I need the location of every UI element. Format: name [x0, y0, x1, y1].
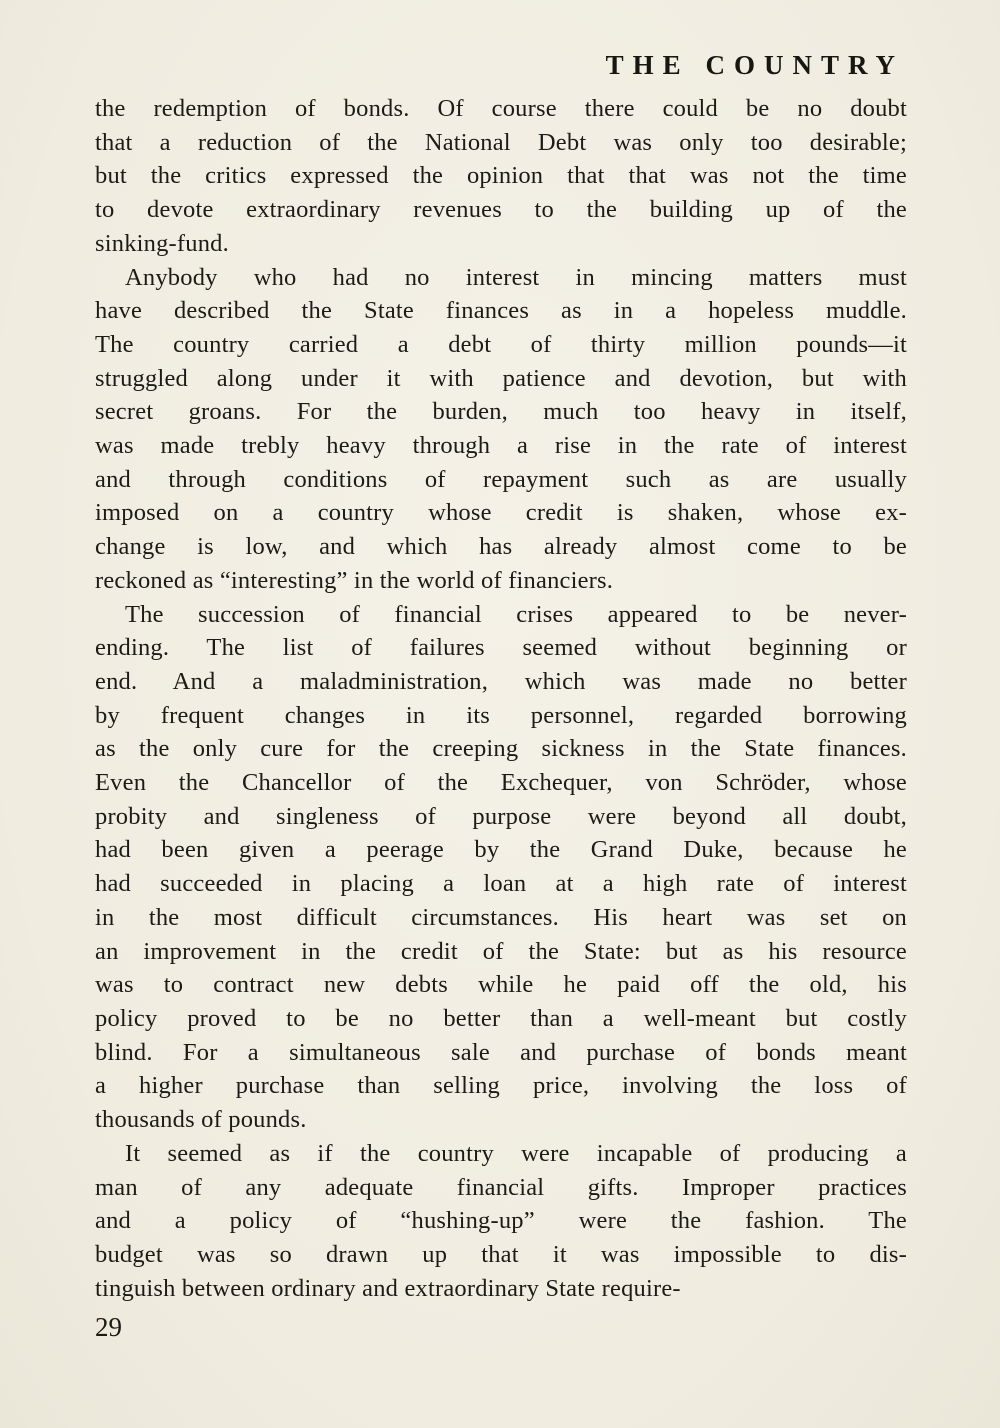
text-line: thousands of pounds. — [95, 1106, 307, 1134]
text-line: secret groans. For the burden, much too heavy in itself, — [95, 398, 907, 426]
text-line: sinking-fund. — [95, 229, 229, 257]
text-line: It seemed as if the country were incapable of producing a — [125, 1139, 907, 1167]
text-line: had succeeded in placing a loan at a high rate of interest — [95, 870, 907, 898]
text-line: by frequent changes in its personnel, regarded borrowing — [95, 701, 907, 729]
running-head: THE COUNTRY — [605, 50, 904, 80]
text-line: was made trebly heavy through a rise in the rate of interest — [95, 432, 907, 460]
text-line: a higher purchase than selling price, involving the loss of — [95, 1072, 907, 1100]
text-line: that a reduction of the National Debt was only too desirable; — [95, 128, 907, 156]
text-line: man of any adequate financial gifts. Improper practices — [95, 1173, 907, 1201]
text-line: an improvement in the credit of the State: but as his resource — [95, 937, 907, 965]
text-line: budget was so drawn up that it was impossible to dis- — [95, 1240, 907, 1268]
text-line: have described the State finances as in a hopeless muddle. — [95, 297, 907, 325]
text-line: reckoned as “interesting” in the world of financiers. — [95, 566, 614, 594]
text-line: in the most difficult circumstances. His heart was set on — [95, 903, 907, 931]
text-line: Anybody who had no interest in mincing matters must — [125, 263, 907, 291]
page-number: 29 — [95, 1312, 122, 1342]
text-line: Even the Chancellor of the Exchequer, von Schröder, whose — [95, 769, 907, 797]
text-line: but the critics expressed the opinion that that was not the time — [95, 162, 907, 190]
text-line: ending. The list of failures seemed without beginning or — [95, 634, 907, 662]
text-line: as the only cure for the creeping sickness in the State finances. — [95, 735, 907, 763]
text-line: end. And a maladministration, which was made no better — [95, 667, 907, 695]
text-line: policy proved to be no better than a well-meant but costly — [95, 1004, 907, 1032]
text-line: to devote extraordinary revenues to the building up of the — [95, 196, 907, 224]
text-line: imposed on a country whose credit is shaken, whose ex- — [95, 499, 907, 527]
text-line: was to contract new debts while he paid off the old, his — [95, 971, 907, 999]
text-line: The succession of financial crises appeared to be never- — [125, 600, 907, 628]
text-line: tinguish between ordinary and extraordinary State require- — [95, 1274, 681, 1302]
text-line: The country carried a debt of thirty million pounds—it — [95, 330, 907, 358]
text-line: struggled along under it with patience and devotion, but with — [95, 364, 907, 392]
text-line: and a policy of “hushing-up” were the fashion. The — [95, 1207, 907, 1235]
text-line: blind. For a simultaneous sale and purchase of bonds meant — [95, 1038, 907, 1066]
text-line: had been given a peerage by the Grand Duke, because he — [95, 836, 907, 864]
text-block — [95, 92, 907, 1305]
text-line: and through conditions of repayment such as are usually — [95, 465, 907, 493]
text-line: probity and singleness of purpose were beyond all doubt, — [95, 802, 907, 830]
text-line: change is low, and which has already almost come to be — [95, 533, 907, 561]
text-line: the redemption of bonds. Of course there could be no doubt — [95, 95, 907, 122]
